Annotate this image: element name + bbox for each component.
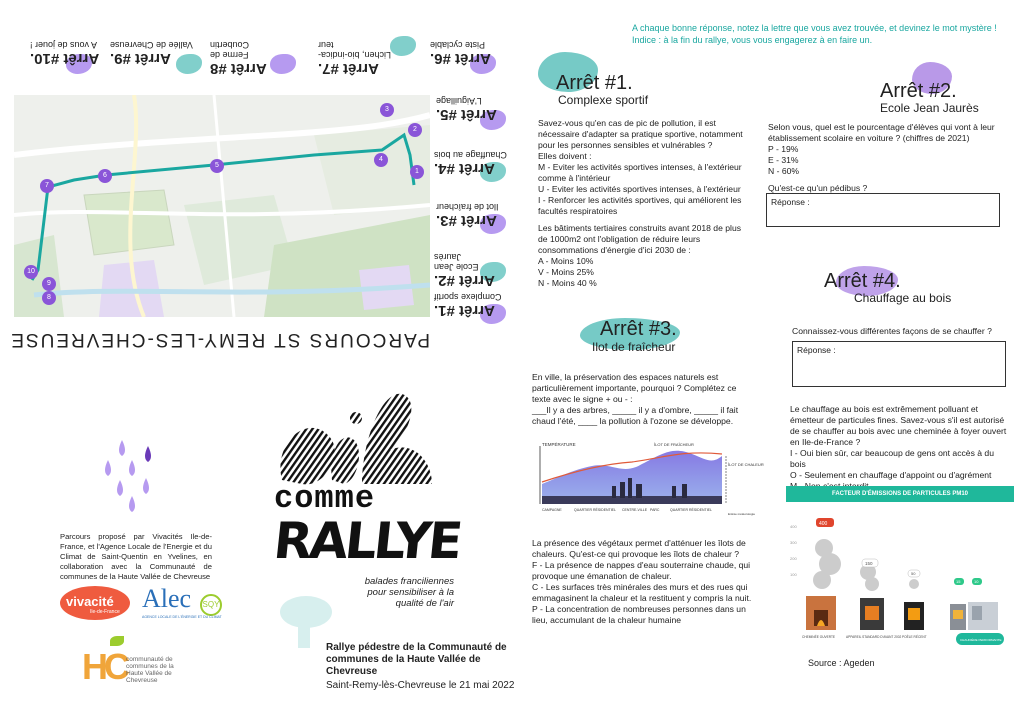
fireplace-icon xyxy=(806,596,836,630)
stop-4-label: Arrêt #4. Chauffage au bois xyxy=(434,150,507,177)
air-comme-rallye-logo xyxy=(270,380,463,620)
stop-2-label: Arrêt #2. Ecole Jean Jaurès xyxy=(434,252,495,289)
rallye-date: Saint-Remy-lès-Chevreuse le 21 mai 2022 xyxy=(326,680,515,691)
category-label: CHAUDIÈRE PERFORMANTE xyxy=(960,638,1002,642)
heat-island-diagram xyxy=(532,436,764,516)
value-label: 150 xyxy=(865,561,873,566)
stop-9-label: Arrêt #9. Vallée de Chevreuse xyxy=(110,40,193,67)
stop-8-label: Arrêt #8 Ferme de Coubertin xyxy=(210,40,267,77)
map-marker[interactable]: 7 xyxy=(40,179,54,193)
stop4-answer-box[interactable]: Réponse : xyxy=(792,341,1006,387)
stop1-subtitle: Complexe sportif xyxy=(558,93,649,107)
stop-3-label: Arrêt #3. Ilot de fraîcheur xyxy=(436,202,499,229)
stop-10-label: Arrêt #10. A vous de jouer ! xyxy=(30,40,100,67)
stop2-question1: Selon vous, quel est le pourcentage d'élèves qui vont à leur établissement scolaire en voiture ? (chiffres de 2021) P - 19% E - 31% N - 60% xyxy=(768,122,995,176)
logo-rallye: RALLYE xyxy=(270,512,463,570)
instructions-line2: Indice : à la fin du rallye, vous vous engagerez à en faire un. xyxy=(632,35,873,45)
hc-logo: HC communauté de communes de la Haute Vallée de Chevreuse xyxy=(82,636,192,696)
pm10-chart-title: FACTEUR D'ÉMISSIONS DE PARTICULES PM10 xyxy=(786,486,1014,502)
logo-comme: comme xyxy=(274,480,376,517)
map-marker[interactable]: 2 xyxy=(408,123,422,137)
stop3-question1: En ville, la préservation des espaces naturels est particulièrement importante, pourquoi ? Complétez ce texte avec le signe + ou - : ___Il y a des arbres, _____ il y a d'ombre, _____ il fait chaud l'été, ____ la pollution à l'ozone se développe. xyxy=(532,372,739,426)
stop2-question2: Qu'est-ce qu'un pédibus ? xyxy=(768,183,868,193)
stop3-body2 xyxy=(532,538,756,632)
y-tick: 200 xyxy=(790,556,797,561)
value-label: 10 xyxy=(974,579,979,584)
air-logo-graphic xyxy=(272,380,452,496)
stop4-source: Source : Ageden xyxy=(808,658,875,668)
stop1-question1: Savez-vous qu'en cas de pic de pollution, il est nécessaire d'adapter sa pratique sportive, notamment pour les personnes sensibles et vulnérables ? Elles doivent : M - Eviter les activités sportives intenses, à l'extérieur comme à l'intérieur U - Eviter les activités sportives intenses, à l'extérieur I - Renforcer les activités sportives, qui améliorent les facultés respiratoires xyxy=(538,118,743,216)
stop1-question2: Les bâtiments tertiaires construits avant 2018 de plus de 1000m2 ont l'obligation de réduire leurs consommations d'énergie d'ici 2030 de : A - Moins 10% V - Moins 25% N - Moins 40 % xyxy=(538,223,742,288)
map-marker[interactable]: 6 xyxy=(98,169,112,183)
value-label: 15 xyxy=(956,579,961,584)
diagram-label: Entrée météorologie xyxy=(728,512,756,516)
category-label: POÊLE RÉCENT xyxy=(902,635,927,639)
modern-stove-icon xyxy=(904,602,924,630)
diagram-label: CAMPAGNE xyxy=(542,508,562,512)
stop-7-label: Arrêt #7. Lichen, bio-indica-teur xyxy=(318,40,392,77)
stop4-question1: Connaissez-vous différentes façons de se chauffer ? xyxy=(792,326,992,336)
map-drawing xyxy=(14,95,430,317)
parcours-title: PARCOURS ST REMY-LES-CHEVREUSE xyxy=(9,329,430,350)
map-marker[interactable]: 9 xyxy=(42,277,56,291)
stop2-subtitle: Ecole Jean Jaurès xyxy=(880,101,979,115)
credit-text: Parcours proposé par Vivacités Ile-de-France, et l'Agence Locale de l'Energie et du Climat de Saint-Quentin en Yvelines, en collaboration avec la Communauté de communes de la Haute Vallée de Chevreuse xyxy=(60,532,212,581)
old-stove-icon xyxy=(860,598,884,630)
stop3-body1 xyxy=(532,372,756,433)
diagram-label: ÎLOT DE CHALEUR xyxy=(728,462,764,467)
instructions-line1: A chaque bonne réponse, notez la lettre que vous avez trouvée, et devinez le mot mystère ! xyxy=(632,23,997,33)
pm10-chart xyxy=(786,486,1014,656)
stop2-body xyxy=(768,122,1004,200)
droplets-icon xyxy=(96,430,168,520)
route-panel xyxy=(0,0,512,360)
map-marker[interactable]: 5 xyxy=(210,159,224,173)
pellet-stove-icon xyxy=(950,604,966,630)
stop3-title: Arrêt #3. xyxy=(600,318,677,340)
stop4-body xyxy=(790,404,1012,498)
stop4-question2: Le chauffage au bois est extrêmement polluant et émetteur de particules fines. Savez-vous s'il est autorisé de se chauffer au bois avec une cheminée à foyer ouvert en Ile-de-France ? I - Oui bien sûr, car beaucoup de gens ont accès à du bois O - Seulement en chauffage d'appoint ou d'agrément xyxy=(790,404,1007,480)
value-label: 50 xyxy=(911,571,916,576)
stop3-subtitle: Ilot de fraîcheur xyxy=(592,340,676,354)
category-label: CHEMINÉE OUVERTE xyxy=(802,635,836,639)
vivacite-logo: vivacité Ile-de-France xyxy=(60,582,132,622)
diagram-label: PARC xyxy=(650,508,660,512)
stop4-title: Arrêt #4. xyxy=(824,270,901,292)
stop-6-label: Arrêt #6. Piste cyclable xyxy=(430,40,491,67)
route-map[interactable] xyxy=(14,95,430,317)
stop-5-label: Arrêt #5. L'Aiguillage xyxy=(436,96,497,123)
stop2-answer-box[interactable]: Réponse : xyxy=(766,193,1000,227)
boiler-icon xyxy=(968,602,998,630)
stop4-subtitle: Chauffage au bois xyxy=(854,291,952,305)
diagram-label: QUARTIER RÉSIDENTIEL xyxy=(670,508,712,512)
diagram-label: QUARTIER RÉSIDENTIEL xyxy=(574,508,616,512)
alec-logo: Alec SQY AGENCE LOCALE DE L'ÉNERGIE ET DU CLIMAT xyxy=(142,584,222,619)
category-label: APPAREIL STANDARD D'AVANT 2002 xyxy=(846,635,902,639)
map-marker[interactable]: 10 xyxy=(24,265,38,279)
rallye-description: Rallye pédestre de la Communauté de communes de la Haute Vallée de Chevreuse Saint-Remy-lès-Chevreuse le 21 mai 2022 xyxy=(326,642,515,691)
stop2-title: Arrêt #2. xyxy=(880,80,957,102)
stop-1-label: Arrêt #1. Complexe sportif xyxy=(434,292,502,319)
y-tick: 400 xyxy=(790,524,797,529)
map-marker[interactable]: 8 xyxy=(42,291,56,305)
stop3-question2: La présence des végétaux permet d'atténuer les îlots de chaleurs. Qu'est-ce qui provoque les îlots de chaleur ? F - La présence de nappes d'eau souterraine chaude, qui provoque une émanation de chaleur. C - Les surfaces très minérales des murs et des rues qui emmagasinent la chaleur et la restituent y compris la nuit. P - La concentration de nombreuses personnes dans un lieu, accumulant de la chaleur humaine xyxy=(532,538,752,625)
y-tick: 300 xyxy=(790,540,797,545)
value-label: 400 xyxy=(819,521,828,527)
logo-tagline: balades franciliennes pour sensibiliser à la qualité de l'air xyxy=(364,576,454,609)
diagram-label: ÎLOT DE FRAÎCHEUR xyxy=(654,442,694,447)
map-marker[interactable]: 4 xyxy=(374,153,388,167)
map-marker[interactable]: 1 xyxy=(410,165,424,179)
map-marker[interactable]: 3 xyxy=(380,103,394,117)
y-tick: 100 xyxy=(790,572,797,577)
diagram-label: TEMPÉRATURE xyxy=(542,442,576,447)
diagram-label: CENTRE-VILLE xyxy=(622,508,648,512)
stop1-title: Arrêt #1. xyxy=(556,72,633,94)
stop1-body xyxy=(538,118,752,295)
instructions xyxy=(632,22,997,46)
